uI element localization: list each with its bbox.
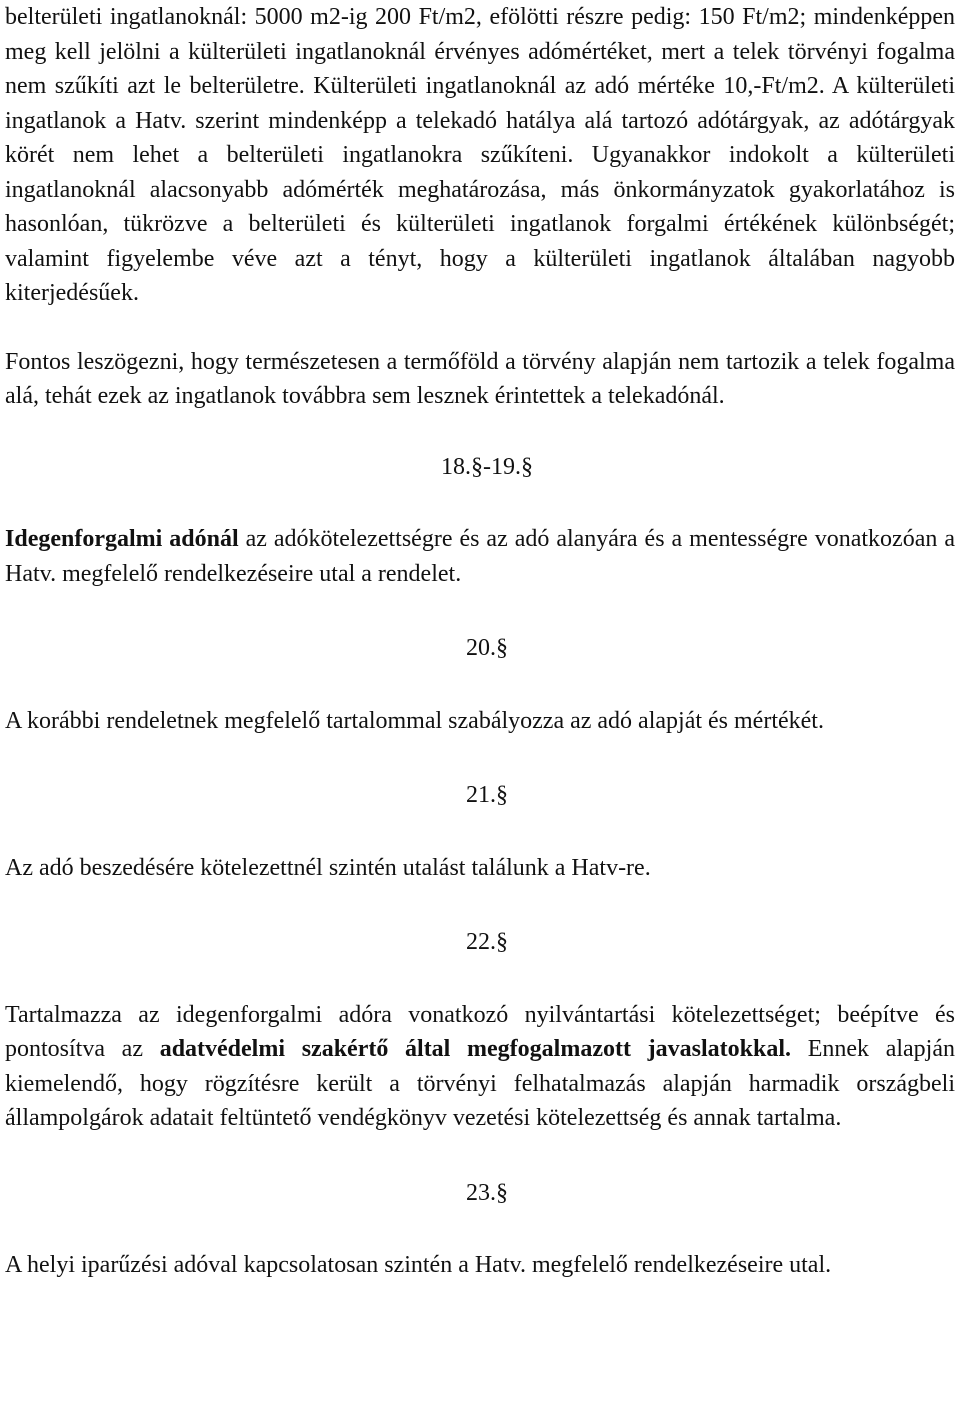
paragraph-termofold: Fontos leszögezni, hogy természetesen a termőföld a törvény alapján nem tartozik a telek fogalma alá, tehát ezek az ingatlanok továbbra sem lesznek érintettek a telekadónál. bbox=[5, 348, 955, 409]
paragraph-adoalap: A korábbi rendeletnek megfelelő tartalommal szabályozza az adó alapját és mértékét. bbox=[5, 707, 824, 734]
bold-term-idegenforgalmi: Idegenforgalmi adónál bbox=[5, 526, 239, 552]
paragraph-beszedes: Az adó beszedésére kötelezettnél szintén utalást találunk a Hatv-re. bbox=[5, 854, 651, 881]
bold-term-adatvedelmi: adatvédelmi szakértő által megfogalmazott javaslatokkal. bbox=[159, 1036, 792, 1062]
paragraph-idegenforgalmi-text: az adókötelezettségre és az adó alanyára és a mentességre vonatkozóan a Hatv. megfelelő rendelkezéseire utal a rendelet. bbox=[5, 526, 955, 587]
section-heading-18-19: 18.§-19.§ bbox=[441, 453, 533, 480]
paragraph-nyilvantartas-text-a: Tartalmazza az idegenforgalmi adóra vonatkozó nyilvántartási kötelezettséget; beépítve és pontosítva az bbox=[5, 1001, 955, 1062]
section-heading-21: 21.§ bbox=[466, 782, 508, 808]
paragraph-telekado: belterületi ingatlanoknál: 5000 m2-ig 200 Ft/m2, efölötti részre pedig: 150 Ft/m2; mindenképpen meg kell jelölni a külterületi ingatlanoknál érvényes adómértéket, mert a telek törvényi fogalma nem szűkíti azt le belterületre. Külterületi ingatlanoknál az adó mértéke 10,-Ft/m2. A külterületi ingatlanok a Hatv. szerint mindenképp a telekadó hatálya alá tartozó adótárgyak, az adótárgyak körét nem lehet a belterületi ingatlanokra szűkíteni. Ugyanakkor indokolt a külterületi ingatlanoknál alacsonyabb adómérték meghatározása, más önkormányzatok gyakorlatához is hasonlóan, tükrözve a belterületi és külterületi ingatlanok forgalmi értékének különbségét; valamint figyelembe véve azt a tényt, hogy a külterületi ingatlanok általában nagyobb kiterjedésűek. bbox=[5, 4, 955, 306]
paragraph-iparuzesi: A helyi iparűzési adóval kapcsolatosan szintén a Hatv. megfelelő rendelkezéseire utal. bbox=[5, 1252, 832, 1278]
paragraph-idegenforgalmi bbox=[5, 522, 955, 591]
paragraph-nyilvantartas bbox=[5, 998, 955, 1136]
paragraph-nyilvantartas-text-b: Ennek alapján kiemelendő, hogy rögzítésre került a törvényi felhatalmazás alapján harmadik országbeli állampolgárok adatait feltüntető vendégkönyv vezetési kötelezettség és annak tartalma. bbox=[5, 1036, 955, 1131]
section-heading-20: 20.§ bbox=[466, 635, 508, 661]
section-heading-23: 23.§ bbox=[466, 1179, 508, 1206]
section-heading-22: 22.§ bbox=[466, 929, 508, 955]
document-page bbox=[5, 0, 955, 1283]
